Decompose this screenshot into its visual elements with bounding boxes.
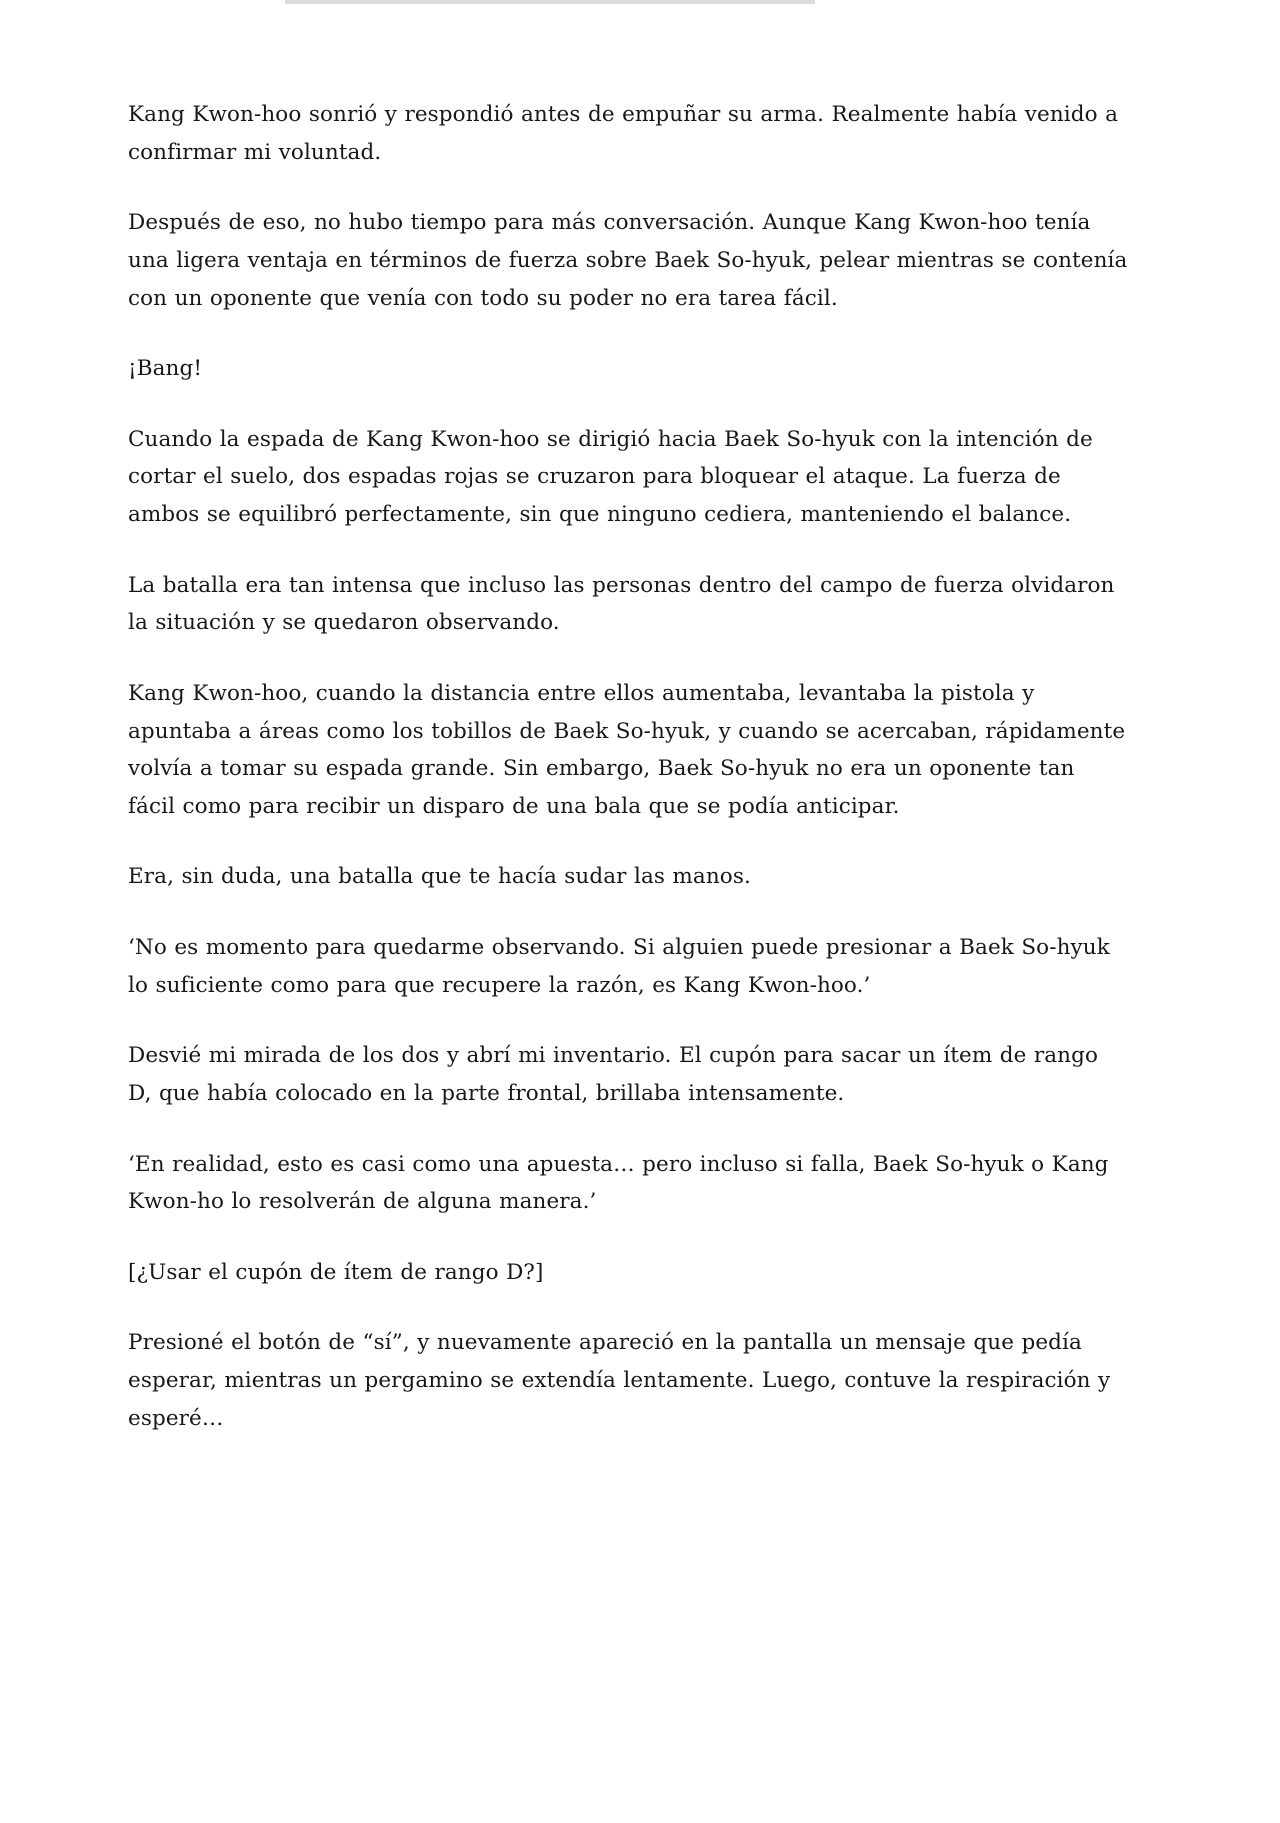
paragraph: La batalla era tan intensa que incluso las personas dentro del campo de fuerza olvidaron la situación y se quedaron observando. xyxy=(128,572,1115,636)
paragraph: [¿Usar el cupón de ítem de rango D?] xyxy=(128,1259,544,1285)
paragraph: Era, sin duda, una batalla que te hacía sudar las manos. xyxy=(128,864,751,890)
paragraph: Presioné el botón de “sí”, y nuevamente apareció en la pantalla un mensaje que pedía esperar, mientras un pergamino se extendía lentamente. Luego, contuve la respiración y esperé… xyxy=(128,1330,1111,1431)
document-body xyxy=(128,96,1128,1437)
page-top-edge-shadow xyxy=(285,0,815,4)
paragraph: ¡Bang! xyxy=(128,356,203,382)
paragraph: Kang Kwon-hoo, cuando la distancia entre ellos aumentaba, levantaba la pistola y apuntaba a áreas como los tobillos de Baek So-hyuk, y cuando se acercaban, rápidamente volvía a tomar su espada grande. Sin embargo, Baek So-hyuk no era un oponente tan fácil como para recibir un disparo de una bala que se podía anticipar. xyxy=(128,680,1126,819)
paragraph: Cuando la espada de Kang Kwon-hoo se dirigió hacia Baek So-hyuk con la intención de cortar el suelo, dos espadas rojas se cruzaron para bloquear el ataque. La fuerza de ambos se equilibró perfectamente, sin que ninguno cediera, manteniendo el balance. xyxy=(128,426,1093,527)
paragraph: Después de eso, no hubo tiempo para más conversación. Aunque Kang Kwon-hoo tenía una ligera ventaja en términos de fuerza sobre Baek So-hyuk, pelear mientras se contenía con un oponente que venía con todo su poder no era tarea fácil. xyxy=(128,210,1128,311)
paragraph: Desvié mi mirada de los dos y abrí mi inventario. El cupón para sacar un ítem de rango D, que había colocado en la parte frontal, brillaba intensamente. xyxy=(128,1043,1099,1106)
paragraph: Kang Kwon-hoo sonrió y respondió antes de empuñar su arma. Realmente había venido a confirmar mi voluntad. xyxy=(128,102,1119,165)
paragraph: ‘En realidad, esto es casi como una apuesta… pero incluso si falla, Baek So-hyuk o Kang Kwon-ho lo resolverán de alguna manera.’ xyxy=(128,1151,1109,1215)
paragraph: ‘No es momento para quedarme observando. Si alguien puede presionar a Baek So-hyuk lo suficiente como para que recupere la razón, es Kang Kwon-hoo.’ xyxy=(128,935,1110,998)
